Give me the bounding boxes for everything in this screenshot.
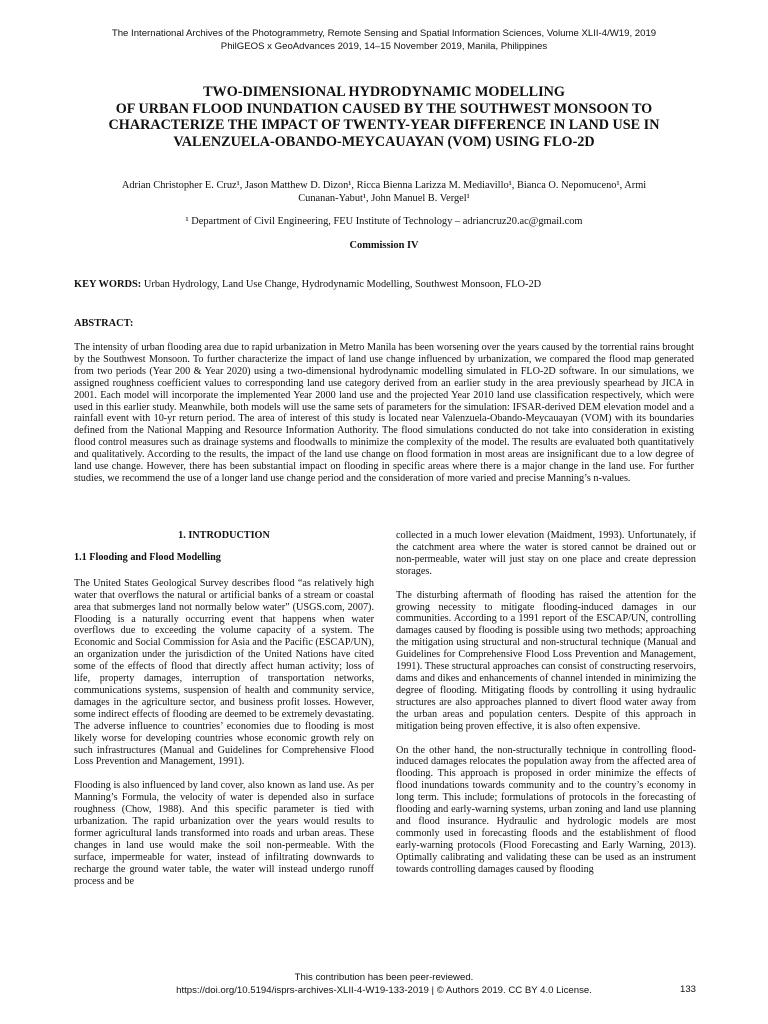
body-paragraph: On the other hand, the non-structurally technique in controlling flood-induced damages relocates the population away from the affected area of flooding. This approach is proposed in order minimize the effects of flood inundations towards community and to the country’s economy in long term. This include; formulations of protocols in the forecasting of flooding and early-warning systems, urban zoning and land use planning and flood insurance. Hydraulic and hydrologic models are most commonly used in forecasting floods and the establishment of flood early-warning protocols (Flood Forecasting and Early Warning, 2013). Optimally calibrating and validating these can be used as an instrument towards controlling damages caused by flooding xyxy=(396,744,696,875)
left-column xyxy=(74,530,374,899)
page-number: 133 xyxy=(679,984,696,995)
body-paragraph: collected in a much lower elevation (Maidment, 1993). Unfortunately, if the catchment area where the water is stored cannot be drained out or non-permeable, water will just stay on one place and create depression storages. xyxy=(396,530,696,577)
title-line: OF URBAN FLOOD INUNDATION CAUSED BY THE SOUTHWEST MONSOON TO xyxy=(115,100,653,117)
header-conference-line: PhilGEOS x GeoAdvances 2019, 14–15 November 2019, Manila, Philippines xyxy=(220,40,548,52)
abstract-heading: ABSTRACT: xyxy=(74,318,134,329)
authors-line: Cunanan-Yabut¹, John Manuel B. Vergel¹ xyxy=(298,193,470,204)
header-journal-line: The International Archives of the Photogrammetry, Remote Sensing and Spatial Information Sciences, Volume XLII-4/W19, 2019 xyxy=(111,28,657,39)
paper-title xyxy=(60,84,708,150)
body-paragraph: The United States Geological Survey describes flood “as relatively high water that overflows the natural or artificial banks of a stream or coastal area that submerges land not normally below water” (USGS.com, 2007). Flooding is a naturally occurring event that happens when water overflows due to exceeding the volume capacity of a system. The Economic and Social Commission for Asia and the Pacific (ESCAP/UN), an organization under the jurisdiction of the United Nations have cited some of the effects of flood that directly affect human activity; loss of life, property damages, interruption of transportation networks, communications systems, suspension of health and community service, damages in the agriculture sector, and business profit losses. However, some indirect effects of flooding are deemed to be extremely devastating. The adverse influence to countries’ economies due to flooding is most likely worse for developing countries whose economic growth rely on such infrastructures (Manual and Guidelines for Comprehensive Flood Loss Prevention and Management, 1991). xyxy=(74,577,374,768)
title-line: CHARACTERIZE THE IMPACT OF TWENTY-YEAR DIFFERENCE IN LAND USE IN xyxy=(108,117,660,134)
running-header xyxy=(0,28,768,53)
body-paragraph: Flooding is also influenced by land cover, also known as land use. As per Manning’s Formula, the velocity of water is depended also in surface roughness (Chow, 1988). And this specific parameter is tied with urbanization. The rapid urbanization over the years would results to former agricultural lands transformed into roads and urban areas. These changes in land use would make the soil non-permeable. With the surface, impermeable for water, instead of infiltrating downwards to recharge the ground water table, the water will instead undergo runoff process and be xyxy=(74,780,374,887)
keywords xyxy=(74,279,694,290)
peer-review-note: This contribution has been peer-reviewed. xyxy=(294,972,474,983)
keywords-text: Urban Hydrology, Land Use Change, Hydrodynamic Modelling, Southwest Monsoon, FLO-2D xyxy=(141,279,542,290)
affiliation: ¹ Department of Civil Engineering, FEU Institute of Technology – adriancruz20.ac@gmail.com xyxy=(185,216,583,227)
body-paragraph: The disturbing aftermath of flooding has raised the attention for the growing necessity to mitigate flooding-induced damages in our communities. According to a 1991 report of the ESCAP/UN, controlling damages caused by flooding is possible using two methods; approaching the mitigation using structural and non-structural technique (Manual and Guidelines for Comprehensive Flood Loss Prevention and Management, 1991). These structural approaches can consist of constructing reservoirs, dams and dikes and enhancements of channel intended in minimizing the degree of flooding. Mitigating floods by controlling it using hydraulic structures are also approaches planned to divert flood water away from the urban areas and population centers. Despite of this approach in mitigation being proven effective, it is also often expensive. xyxy=(396,589,696,732)
abstract-body: The intensity of urban flooding area due to rapid urbanization in Metro Manila has been worsening over the years caused by the torrential rains brought by the Southwest Monsoon. To further characterize the impact of land use change influenced by urbanization, we compared the flood map generated from two periods (Year 200 & Year 2020) using a two-dimensional hydrodynamic modelling simulated in FLO-2D software. In our simulations, we assigned roughness coefficient values to corresponding land use category derived from an earlier study in the area previously spearhead by JICA in 2001. Each model will incorporate the implemented Year 2000 land use and the projected Year 2010 land use classification respectively, which were used in this earlier study. Meanwhile, both models will use the same sets of parameters for the simulation: IFSAR-derived DEM elevation model and a rainfall event with 10-yr return period. The area of interest of this study is located near Valenzuela-Obando-Meycauayan (VOM) with its boundaries defined from the National Mapping and Resource Information Authority. The flood simulations conducted do not take into consideration in existing flood control measures such as drainage systems and floodwalls to minimize the complexity of the model. The results are evaluated both quantitatively and qualitatively. According to the results, the impact of the land use change on flood formation in most areas are insignificant due to a low degree of land use change. However, there has been substantial impact on flooding in specific areas where there is a major change in the land use. For further studies, we recommend the use of a longer land use change period and the consideration of more varied and precise Manning’s n-values. xyxy=(74,342,694,484)
subsection-heading: 1.1 Flooding and Flood Modelling xyxy=(74,551,221,563)
title-line: VALENZUELA-OBANDO-MEYCAUAYAN (VOM) USING FLO-2D xyxy=(173,133,595,150)
doi-license-line: https://doi.org/10.5194/isprs-archives-XLII-4-W19-133-2019 | © Authors 2019. CC BY 4.0 License. xyxy=(176,984,592,996)
author-list xyxy=(75,179,693,205)
title-line: TWO-DIMENSIONAL HYDRODYNAMIC MODELLING xyxy=(203,84,565,100)
commission-label: Commission IV xyxy=(349,240,419,251)
authors-line: Adrian Christopher E. Cruz¹, Jason Matthew D. Dizon¹, Ricca Bienna Larizza M. Mediavillo¹, Bianca O. Nepomuceno¹, Armi xyxy=(121,180,647,191)
right-column xyxy=(396,530,696,887)
page-footer xyxy=(0,972,768,997)
section-heading: 1. INTRODUCTION xyxy=(178,530,270,541)
keywords-label: KEY WORDS: xyxy=(74,279,142,290)
